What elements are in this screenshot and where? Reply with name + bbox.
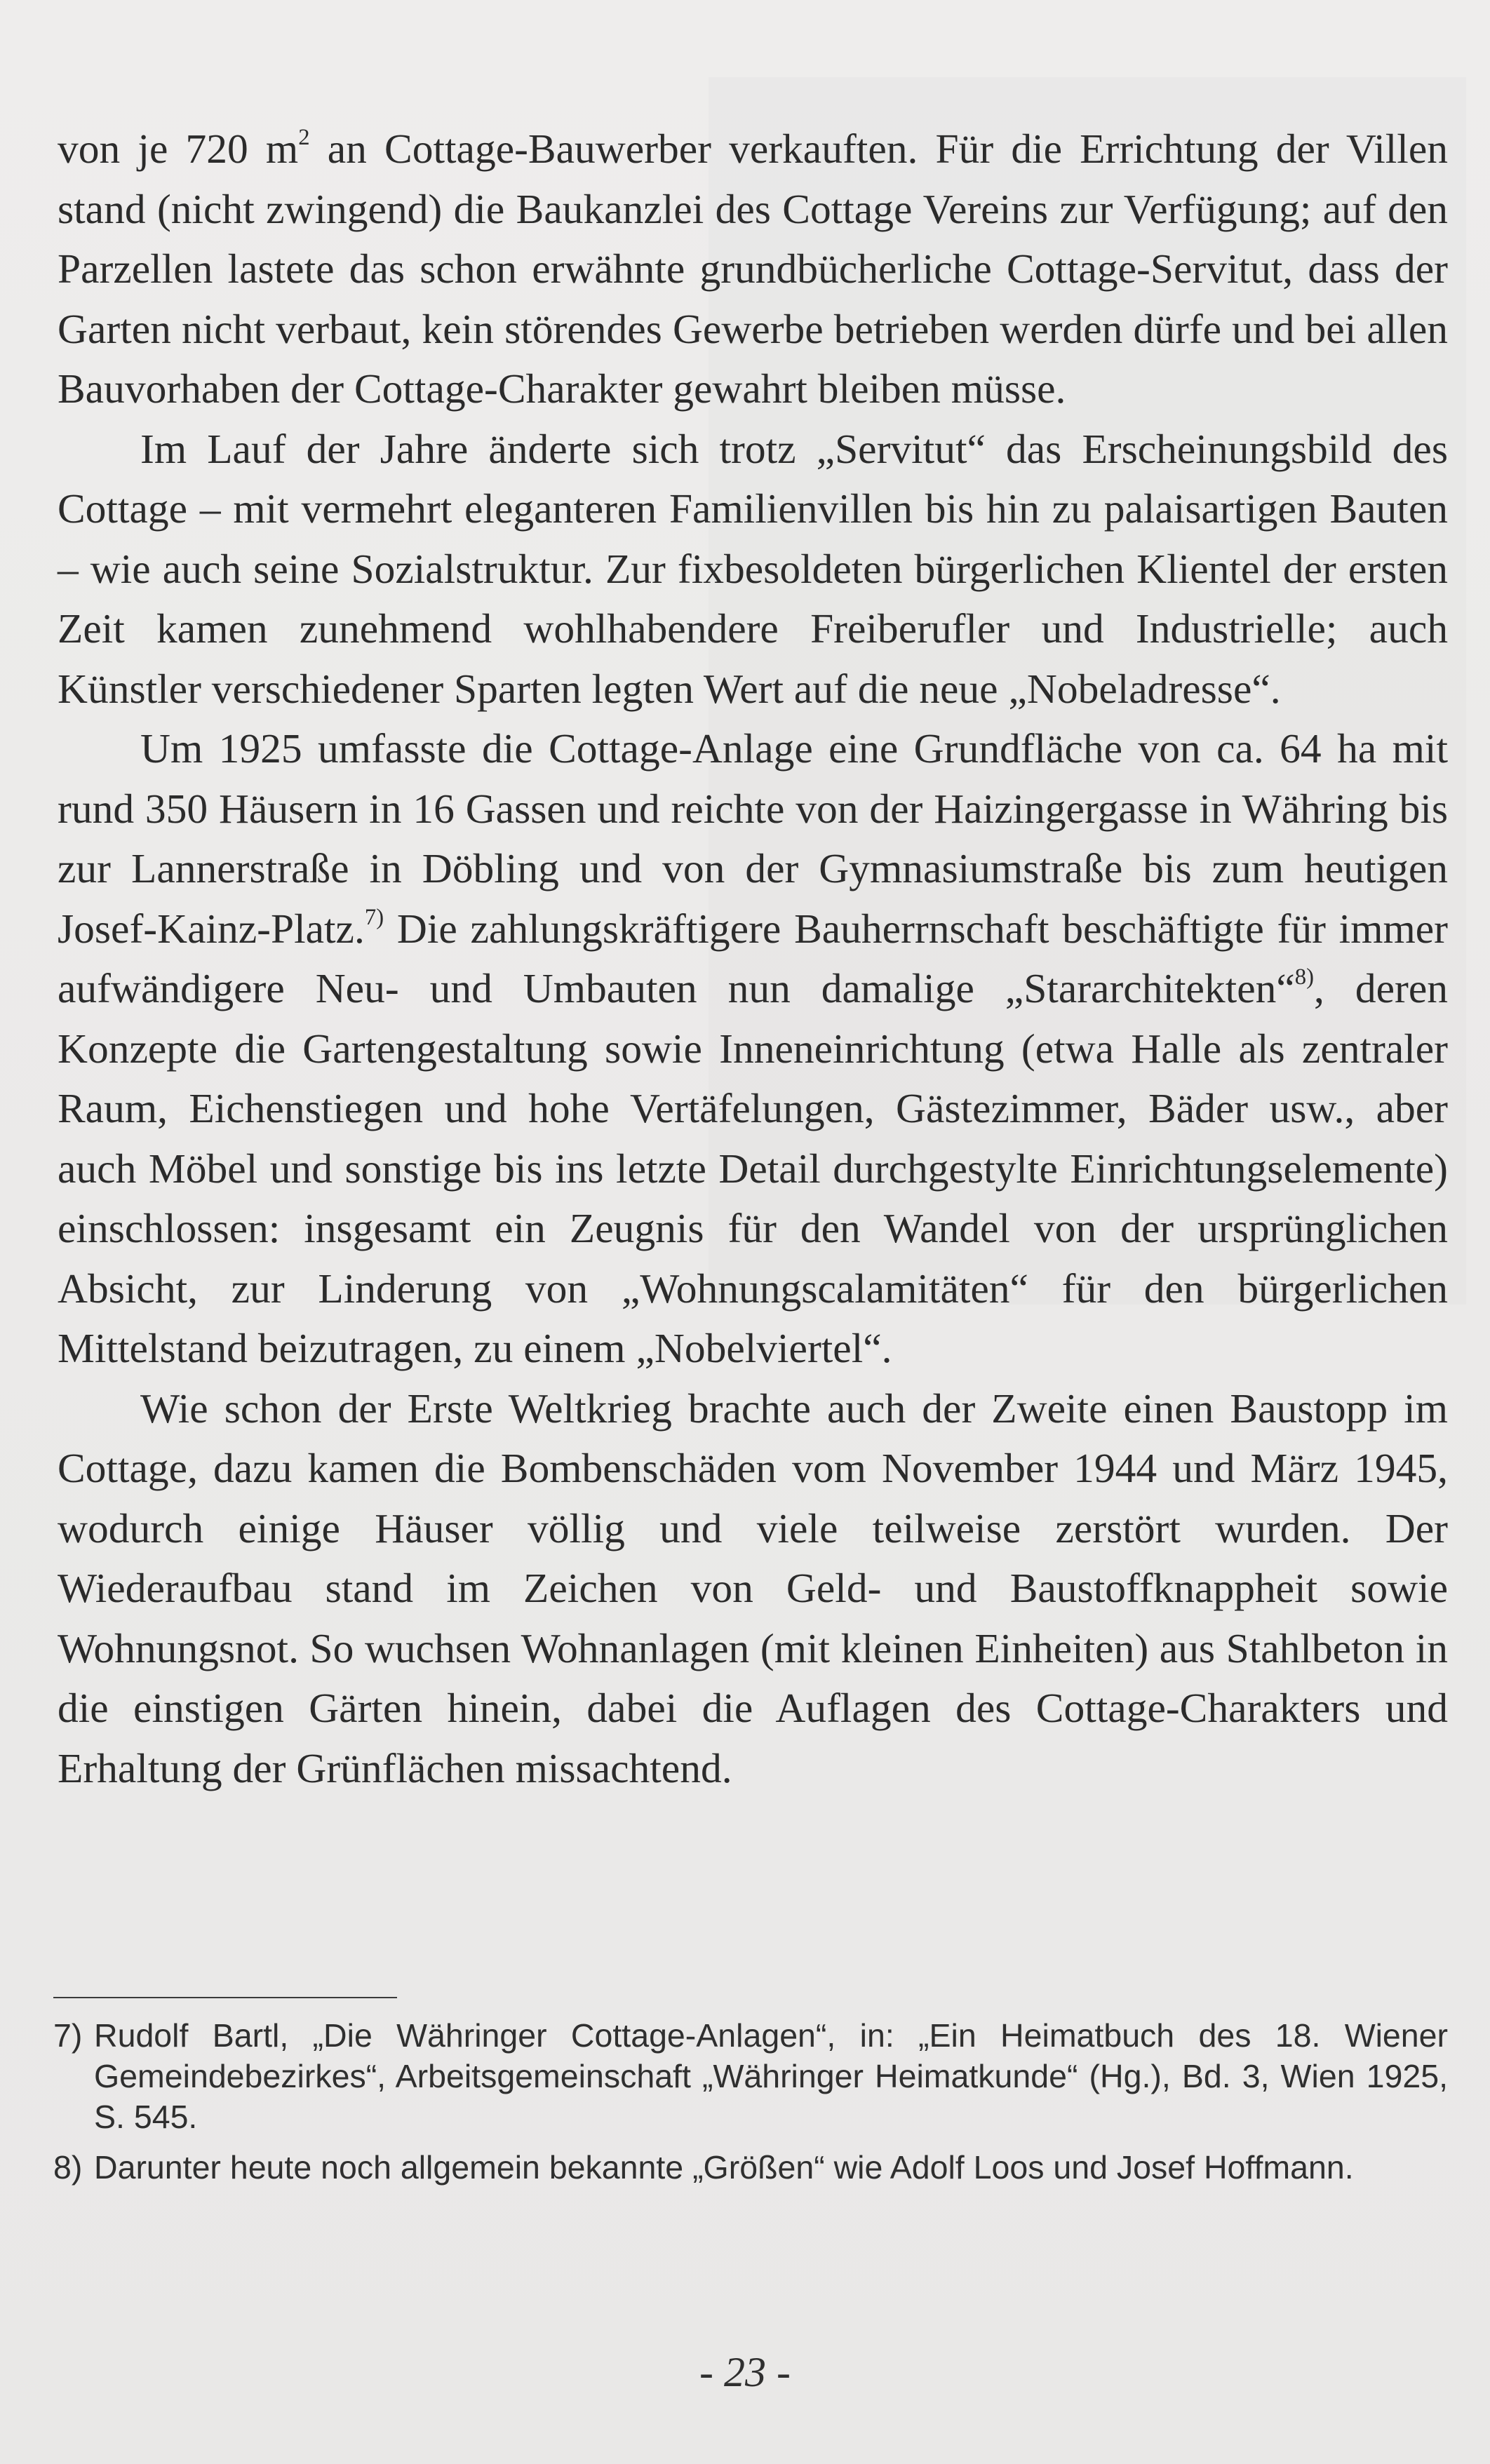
text-run: Wie schon der Erste Weltkrieg brachte auch der Zweite einen Baustopp im Cottage, dazu kamen die Bombenschäden vom November 1944 und März 1945, wodurch einige Häuser völlig und viele teilweise zerstört wurden. Der Wiederaufbau stand im Zeichen von Geld- und Baustoffknappheit sowie Wohnungsnot. So wuchsen Wohnanlagen (mit kleinen Einheiten) aus Stahlbeton in die einstigen Gärten hinein, dabei die Auflagen des Cottage-Charakters und Erhaltung der Grünflächen missachtend. (58, 1385, 1448, 1791)
paragraph-3 (58, 719, 1448, 1379)
footnote-text: Darunter heute noch allgemein bekannte „Größen“ wie Adolf Loos und Josef Hoffmann. (94, 2149, 1354, 2186)
footnote-1 (53, 2015, 1448, 2137)
page-number: - 23 - (699, 2349, 791, 2395)
superscript: 7) (364, 904, 384, 930)
footnote-number: 7) (53, 2017, 83, 2054)
text-run: von je 720 m (58, 126, 299, 172)
paragraph-2 (58, 419, 1448, 720)
text-run: Die zahlungskräftigere Bauherrnschaft beschäftigte für immer aufwändigere Neu- und Umbauten nun damalige „Stararchitekten“ (58, 905, 1448, 1011)
footnote-text: Rudolf Bartl, „Die Währinger Cottage-Anlagen“, in: „Ein Heimatbuch des 18. Wiener Gemeindebezirkes“, Arbeitsgemeinschaft „Währinger Heimatkunde“ (Hg.), Bd. 3, Wien 1925, S. 545. (94, 2017, 1448, 2135)
footnote-separator (53, 1997, 397, 1998)
paragraph-4 (58, 1379, 1448, 1799)
footnote-2 (53, 2147, 1448, 2188)
superscript: 2 (298, 125, 310, 151)
text-run: , deren Konzepte die Gartengestaltung sowie Inneneinrichtung (etwa Halle als zentraler Raum, Eichenstiegen und hohe Vertäfelungen, Gästezimmer, Bäder usw., aber auch Möbel und sonstige bis ins letzte Detail durchgestylte Einrichtungselemente) einschlossen: insgesamt ein Zeugnis für den Wandel von der ursprünglichen Absicht, zur Linderung von „Wohnungscalamitäten“ für den bürgerlichen Mittelstand beizutragen, zu einem „Nobelviertel“. (58, 965, 1448, 1371)
text-run: an Cottage-Bauwerber verkauften. Für die Errichtung der Villen stand (nicht zwingend) die Baukanzlei des Cottage Vereins zur Verfügung; auf den Parzellen lastete das schon erwähnte grundbücherliche Cottage-Servitut, dass der Garten nicht verbaut, kein störendes Gewerbe betrieben werden dürfe und bei allen Bauvorhaben der Cottage-Charakter gewahrt bleiben müsse. (58, 126, 1448, 412)
superscript: 8) (1294, 964, 1315, 990)
main-text (58, 119, 1448, 1798)
text-run: Im Lauf der Jahre änderte sich trotz „Servitut“ das Erscheinungsbild des Cottage – mit vermehrt eleganteren Familienvillen bis hin zu palaisartigen Bauten – wie auch seine Sozialstruktur. Zur fixbesoldeten bürgerlichen Klientel der ersten Zeit kamen zunehmend wohlhabendere Freiberufler und Industrielle; auch Künstler verschiedener Sparten legten Wert auf die neue „Nobeladresse“. (58, 425, 1448, 712)
footnote-number: 8) (53, 2149, 83, 2186)
paragraph-1 (58, 119, 1448, 419)
footnotes (53, 2015, 1448, 2197)
text-run: Um 1925 umfasste die Cottage-Anlage eine Grundfläche von ca. 64 ha mit rund 350 Häusern in 16 Gassen und reichte von der Haizingergasse in Währing bis zur Lannerstraße in Döbling und von der Gymnasiumstraße bis zum heutigen Josef-Kainz-Platz. (58, 725, 1448, 952)
